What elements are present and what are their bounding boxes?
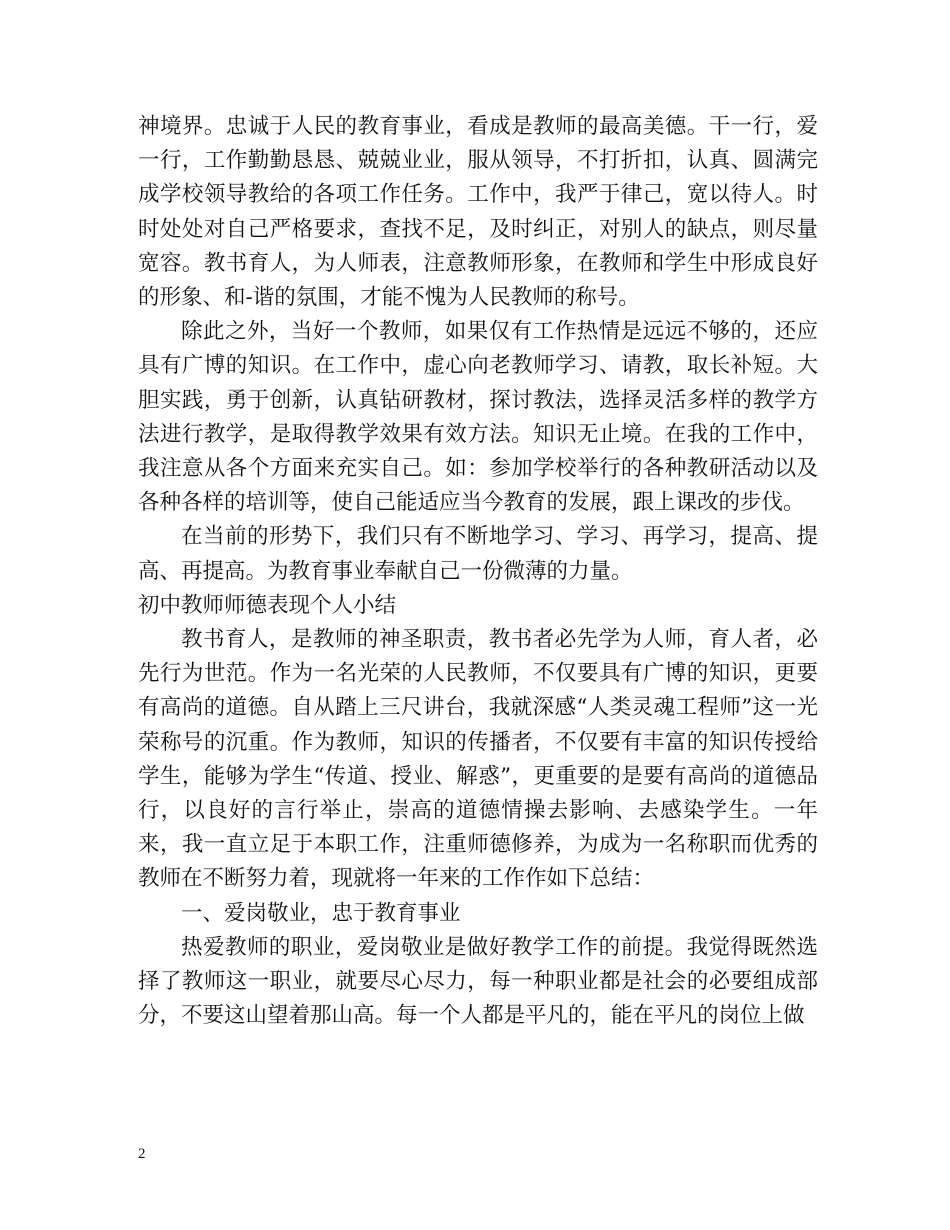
paragraph-continued: 神境界。忠诚于人民的教育事业，看成是教师的最高美德。干一行，爱一行，工作勤勤恳恳、兢兢业业，服从领导，不打折扣，认真、圆满完成学校领导教给的各项工作任务。工作中，我严于律己，宽以待人。时时处处对自己严格要求，查找不足，及时纠正，对别人的缺点，则尽量宽容。教书育人，为人师表，注意教师形象，在教师和学生中形成良好的形象、和-谐的氛围，才能不愧为人民教师的称号。 bbox=[138, 114, 818, 311]
paragraph-learning: 在当前的形势下，我们只有不断地学习、学习、再学习，提高、提高、再提高。为教育事业奉献自己一份微薄的力量。 bbox=[138, 524, 818, 584]
page-number: 2 bbox=[138, 1146, 146, 1162]
paragraph-dedication: 热爱教师的职业，爱岗敬业是做好教学工作的前提。我觉得既然选择了教师这一职业，就要尽心尽力，每一种职业都是社会的必要组成部分，不要这山望着那山高。每一个人都是平凡的，能在平凡的岗位上做 bbox=[138, 934, 818, 1029]
paragraph-intro: 教书育人，是教师的神圣职责，教书者必先学为人师，育人者，必先行为世范。作为一名光荣的人民教师，不仅要具有广博的知识，更要有高尚的道德。自从踏上三尺讲台，我就深感“人类灵魂工程师”这一光荣称号的沉重。作为教师，知识的传播者，不仅要有丰富的知识传授给学生，能够为学生“传道、授业、解惑”，更重要的是要有高尚的道德品行，以良好的言行举止，崇高的道德情操去影响、去感染学生。一年来，我一直立足于本职工作，注重师德修养，为成为一名称职而优秀的教师在不断努力着，现就将一年来的工作作如下总结： bbox=[138, 627, 818, 892]
section-title: 初中教师师德表现个人小结 bbox=[138, 592, 397, 618]
paragraph-knowledge: 除此之外，当好一个教师，如果仅有工作热情是远远不够的，还应具有广博的知识。在工作中，虚心向老教师学习、请教，取长补短。大胆实践，勇于创新，认真钻研教材，探讨教法，选择灵活多样的教学方法进行教学，是取得教学效果有效方法。知识无止境。在我的工作中，我注意从各个方面来充实自己。如：参加学校举行的各种教研活动以及各种各样的培训等，使自己能适应当今教育的发展，跟上课改的步伐。 bbox=[138, 319, 818, 516]
section-heading-1: 一、爱岗敬业，忠于教育事业 bbox=[181, 900, 461, 926]
document-body bbox=[138, 110, 818, 1033]
